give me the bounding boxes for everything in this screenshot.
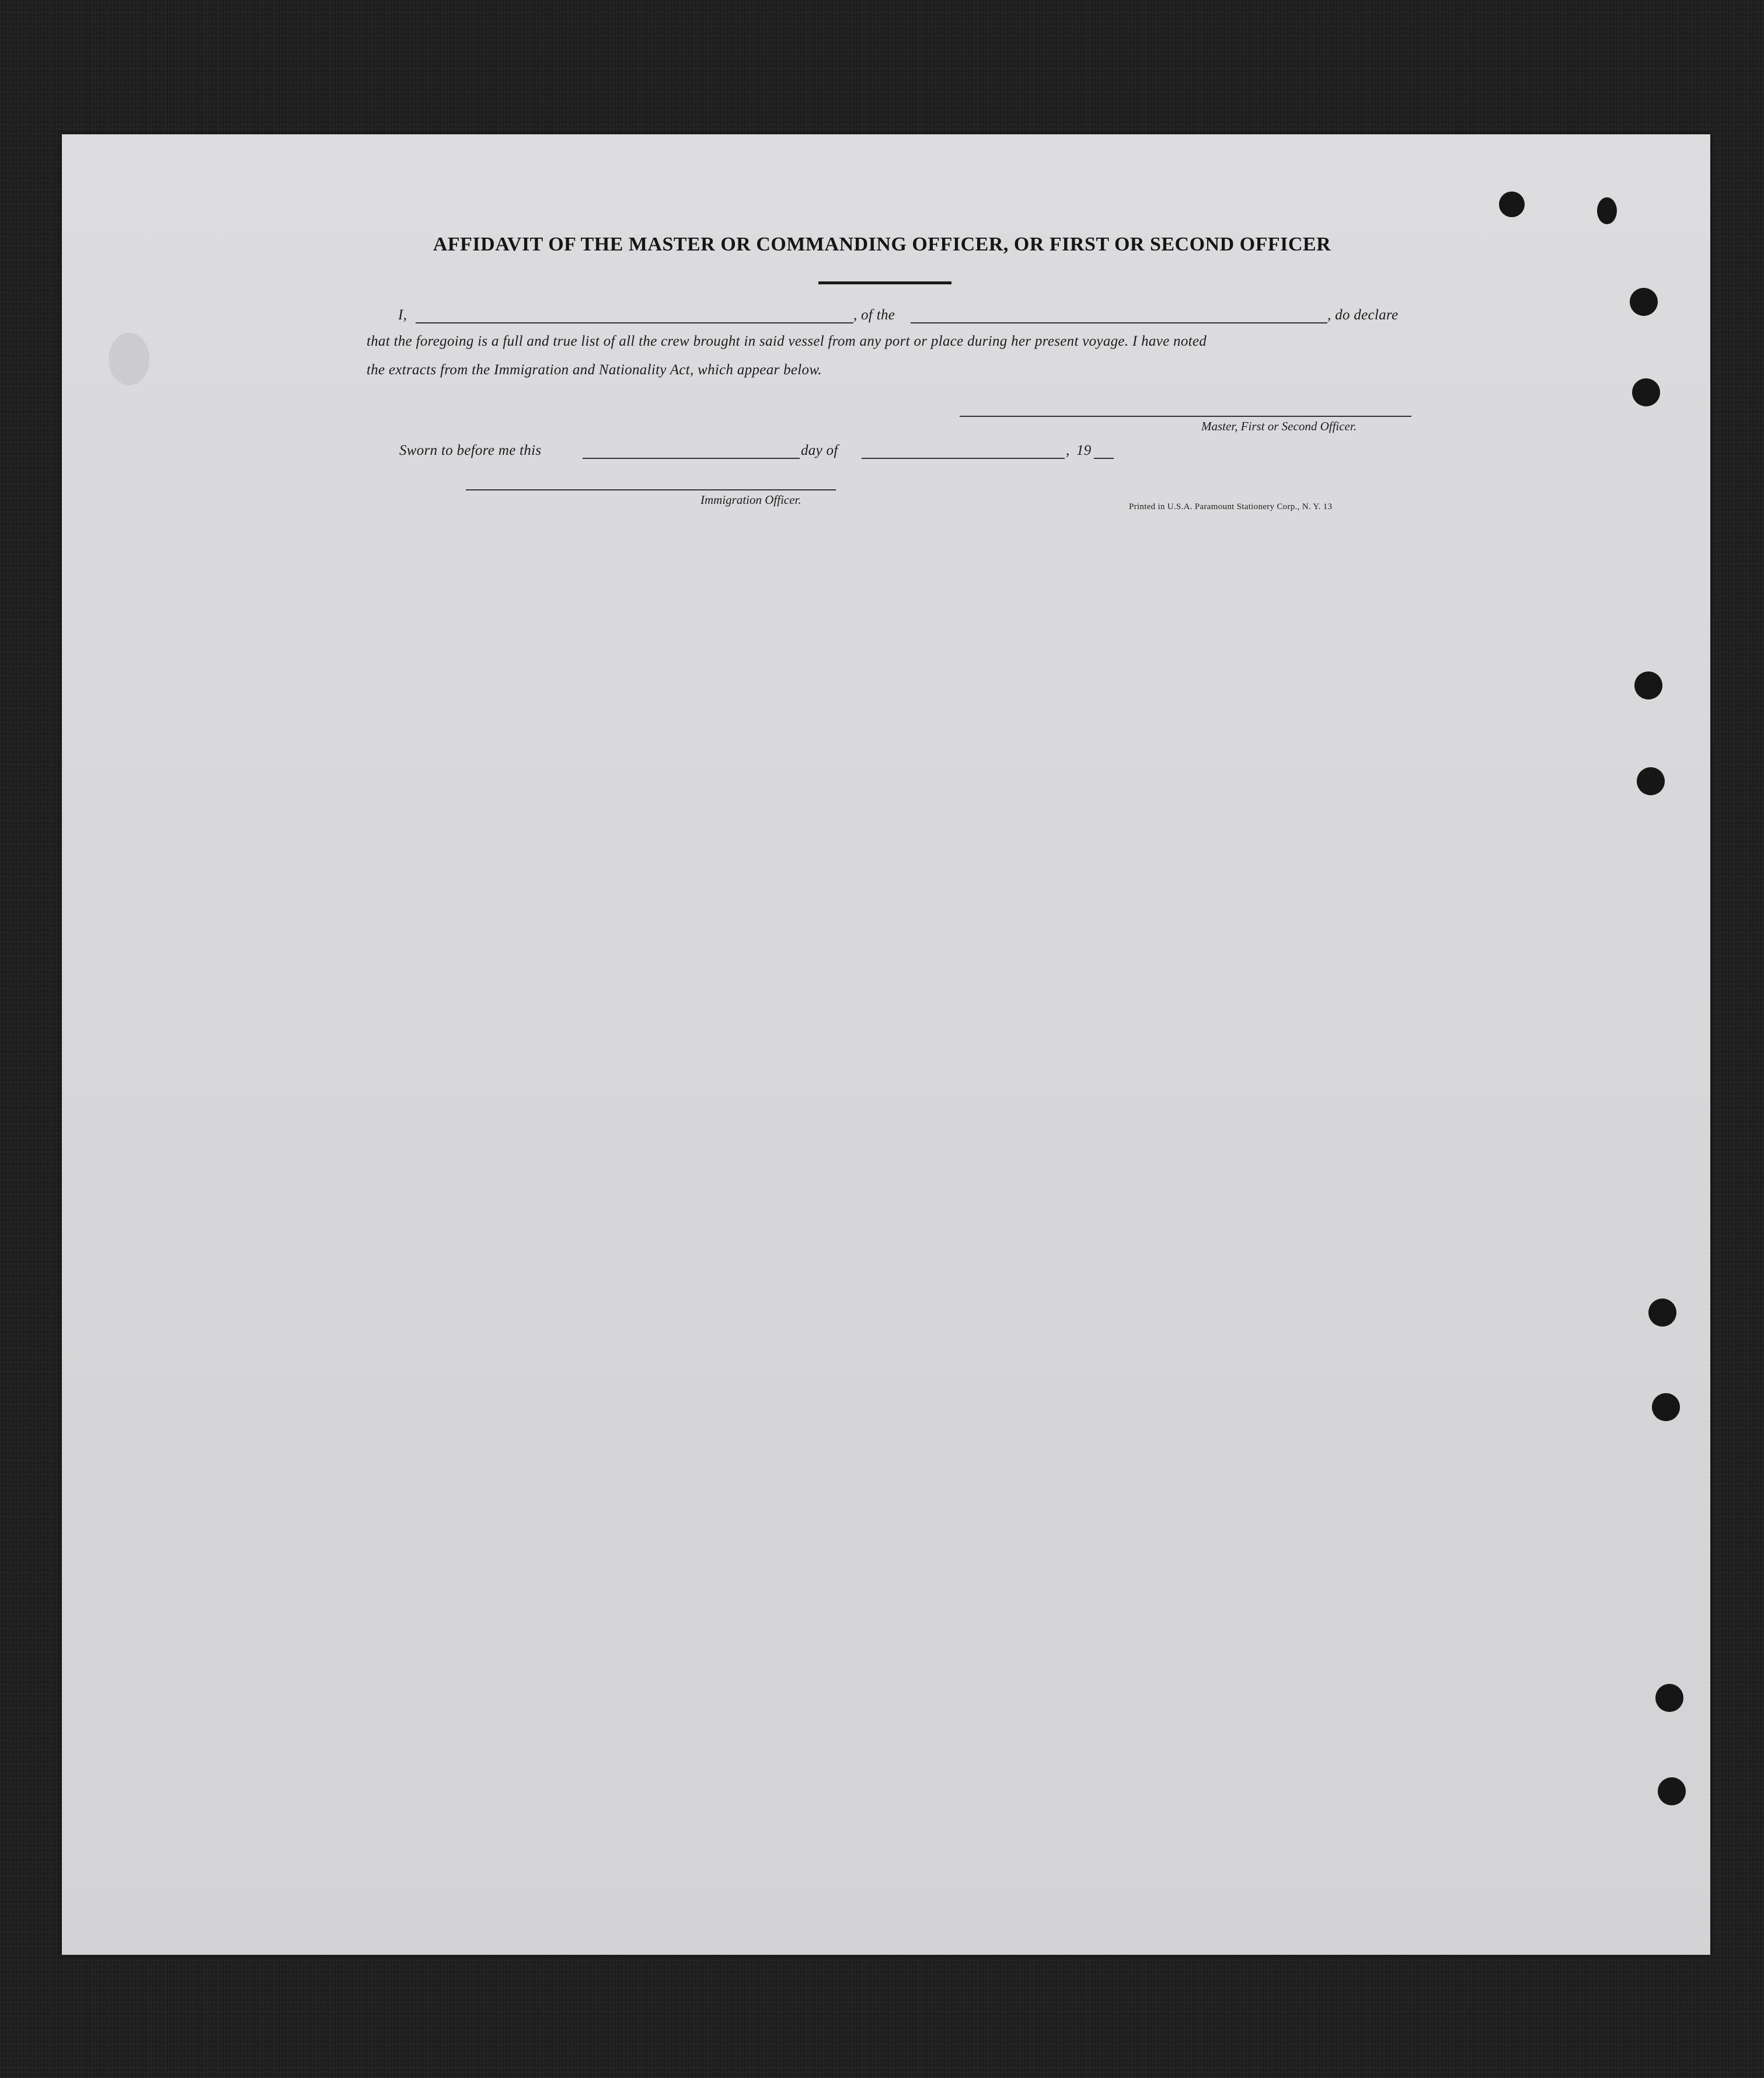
master-signature-field[interactable] [960, 416, 1411, 417]
punch-hole [1637, 767, 1665, 795]
sworn-month-field[interactable] [862, 458, 1065, 459]
form-title: AFFIDAVIT OF THE MASTER OR COMMANDING OFFICER, OR FIRST OR SECOND OFFICER [433, 234, 1331, 255]
punch-hole [1499, 192, 1525, 217]
printer-imprint: Printed in U.S.A. Paramount Stationery Corp., N. Y. 13 [1129, 502, 1333, 511]
punch-hole [1655, 1684, 1683, 1712]
declaration-of-the: , of the [853, 307, 895, 323]
punch-hole [1658, 1777, 1686, 1805]
master-signature-caption: Master, First or Second Officer. [1201, 419, 1357, 433]
sworn-day-field[interactable] [583, 458, 800, 459]
declaration-do-declare: , do declare [1327, 307, 1399, 323]
sworn-year-field[interactable] [1094, 458, 1114, 459]
punch-hole [1648, 1299, 1676, 1327]
punch-hole [1597, 197, 1617, 224]
paper-stain [109, 333, 149, 385]
vessel-name-field[interactable] [911, 322, 1327, 323]
punch-hole [1652, 1393, 1680, 1421]
officer-name-field[interactable] [416, 322, 853, 323]
punch-hole [1630, 288, 1658, 316]
declaration-line-2: that the foregoing is a full and true list of all the crew brought in said vessel from any port or place during her present voyage. I have noted [367, 333, 1207, 349]
immigration-officer-signature-field[interactable] [466, 489, 836, 490]
immigration-officer-caption: Immigration Officer. [700, 493, 801, 507]
sworn-comma: , [1066, 443, 1070, 458]
punch-hole [1632, 378, 1660, 406]
sworn-year-prefix: 19 [1076, 443, 1092, 458]
form-page [62, 134, 1710, 1955]
declaration-intro: I, [398, 307, 407, 323]
sworn-day-of: day of [801, 443, 838, 458]
declaration-line-3: the extracts from the Immigration and Nationality Act, which appear below. [367, 362, 822, 378]
punch-hole [1634, 671, 1662, 699]
title-underline [818, 281, 951, 284]
sworn-label: Sworn to before me this [399, 443, 542, 458]
